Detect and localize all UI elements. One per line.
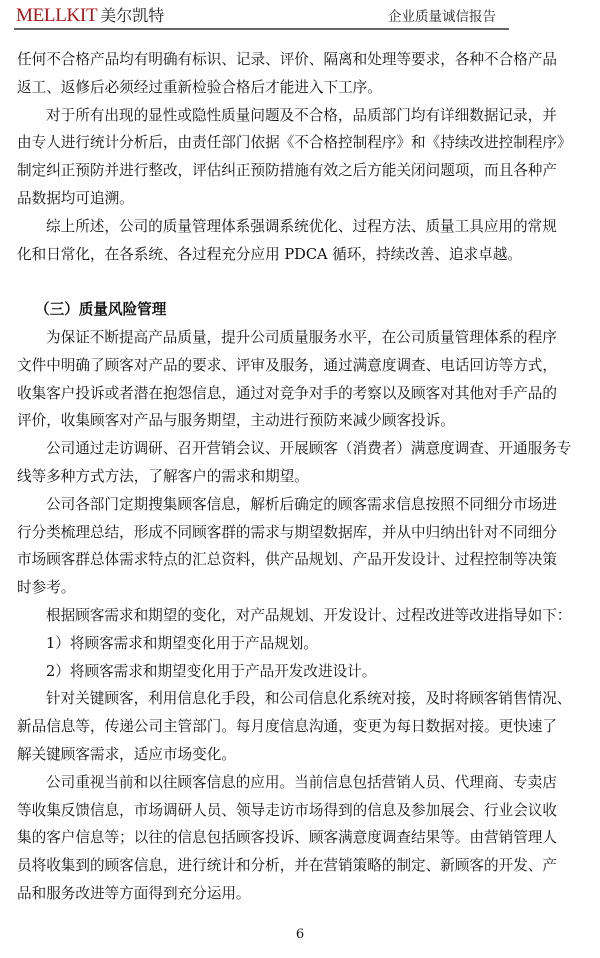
paragraph (17, 491, 557, 602)
paragraph-line: 解关键顾客需求，适应市场变化。 (17, 745, 236, 763)
brand-chinese: 美尔凯特 (100, 6, 165, 25)
paragraph-line: 2）将顾客需求和期望变化用于产品开发改进设计。 (46, 662, 377, 680)
paragraph (17, 769, 557, 908)
paragraph-line: 返工、返修后必须经过重新检验合格后才能进入下工序。 (17, 78, 382, 96)
brand-latin: MELLKIT (16, 5, 98, 26)
paragraph-line: 公司各部门定期搜集顾客信息，解析后确定的顾客需求信息按照不同细分市场进 (46, 495, 557, 513)
paragraph-line: 收集客户投诉或者潜在抱怨信息，通过对竞争对手的考察以及顾客对其他对手产品的 (17, 384, 557, 402)
paragraph-line: 线等多种方式方法，了解客户的需求和期望。 (17, 467, 309, 485)
paragraph-line: 公司重视当前和以往顾客信息的应用。当前信息包括营销人员、代理商、专卖店 (46, 773, 557, 791)
page-number: 6 (295, 927, 305, 942)
paragraph-line: 等收集反馈信息，市场调研人员、领导走访市场得到的信息及参加展会、行业会议收 (17, 801, 557, 819)
paragraph-line: 员将收集到的顾客信息，进行统计和分析，并在营销策略的制定、新顾客的开发、产 (17, 857, 557, 875)
blank-line (17, 268, 507, 296)
paragraph-line: 品数据均可追溯。 (17, 189, 134, 207)
paragraph-line: 根据顾客需求和期望的变化，对产品规划、开发设计、过程改进等改进指导如下： (46, 606, 572, 624)
heading-text: （三）质量风险管理 (35, 301, 167, 319)
paragraph-line: 评价，收集顾客对产品与服务期望，主动进行预防来减少顾客投诉。 (17, 412, 455, 430)
paragraph-line: 时参考。 (17, 579, 76, 597)
paragraph (17, 324, 557, 435)
paragraph (17, 658, 507, 686)
paragraph (17, 630, 507, 658)
paragraph-line: 制定纠正预防并进行整改，评估纠正预防措施有效之后方能关闭问题项，而且各种产 (17, 162, 557, 180)
paragraph-line: 综上所述，公司的质量管理体系强调系统优化、过程方法、质量工具应用的常规 (46, 217, 557, 235)
paragraph-line: 集的客户信息等；以往的信息包括顾客投诉、顾客满意度调查结果等。由营销管理人 (17, 829, 557, 847)
paragraph-line: 任何不合格产品均有明确有标识、记录、评价、隔离和处理等要求，各种不合格产品 (17, 51, 557, 68)
paragraph-line: 行分类梳理总结，形成不同顾客群的需求与期望数据库，并从中归纳出针对不同细分 (17, 523, 557, 541)
paragraph-line: 公司通过走访调研、召开营销会议、开展顾客（消费者）满意度调查、开通服务专 (46, 440, 572, 458)
paragraph (17, 102, 572, 213)
paragraph-line: 由专人进行统计分析后，由责任部门依据《不合格控制程序》和《持续改进控制程序》 (17, 134, 572, 152)
paragraph-line: 文件中明确了顾客对产品的要求、评审及服务，通过满意度调查、电话回访等方式， (17, 356, 557, 374)
brand-logo (16, 4, 164, 27)
paragraph-line: 新品信息等，传递公司主管部门。每月度信息沟通，变更为每日数据对接。更快速了 (17, 718, 557, 736)
paragraph (17, 602, 572, 630)
paragraph-line: 为保证不断提高产品质量，提升公司质量服务水平，在公司质量管理体系的程序 (46, 328, 557, 346)
paragraph-line: 化和日常化，在各系统、各过程充分应用 PDCA 循环，持续改善、追求卓越。 (17, 245, 522, 263)
paragraph (17, 435, 572, 491)
paragraph (17, 685, 572, 768)
report-title: 企业质量诚信报告 (388, 9, 496, 25)
paragraph-line: 市场顾客群总体需求特点的汇总资料，供产品规划、产品开发设计、过程控制等决策 (17, 551, 557, 569)
paragraph-line: 1）将顾客需求和期望变化用于产品规划。 (46, 634, 318, 652)
paragraph-line: 品和服务改进等方面得到充分运用。 (17, 884, 251, 902)
section-heading (17, 296, 507, 324)
header-divider (14, 28, 509, 30)
paragraph-line: 针对关键顾客，利用信息化手段，和公司信息化系统对接，及时将顾客销售情况、 (46, 690, 572, 708)
paragraph-line: 对于所有出现的显性或隐性质量问题及不合格，品质部门均有详细数据记录，并 (46, 106, 557, 124)
paragraph (17, 213, 557, 269)
document-body (17, 46, 572, 908)
paragraph (17, 46, 557, 102)
